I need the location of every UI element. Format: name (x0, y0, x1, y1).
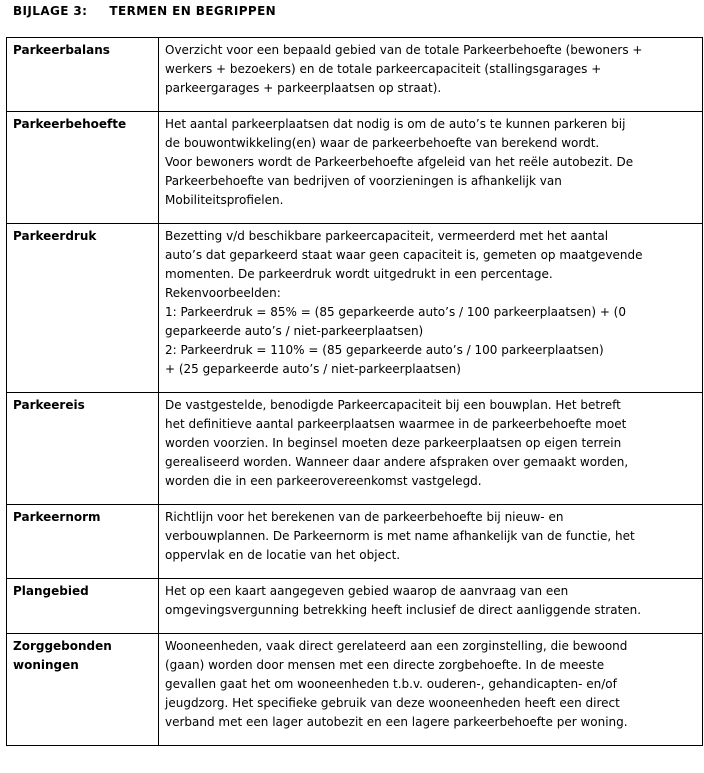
term-label: Parkeereis (13, 398, 85, 412)
term-cell (7, 393, 159, 505)
definition-line: parkeergarages + parkeerplaatsen op straat). (165, 81, 442, 95)
definition-line: Het aantal parkeerplaatsen dat nodig is om de auto’s te kunnen parkeren bij (165, 117, 626, 131)
definition-line: Mobiliteitsprofielen. (165, 193, 284, 207)
term-label: woningen (13, 658, 79, 672)
definition-line: verbouwplannen. De Parkeernorm is met name afhankelijk van de functie, het (165, 529, 635, 543)
table-row (7, 505, 703, 579)
definition-line: Wooneenheden, vaak direct gerelateerd aan een zorginstelling, die bewoond (165, 639, 628, 653)
appendix-title: TERMEN EN BEGRIPPEN (109, 4, 277, 18)
definition-cell (159, 112, 703, 224)
definition-cell (159, 224, 703, 393)
term-cell (7, 579, 159, 634)
definition-line: 1: Parkeerdruk = 85% = (85 geparkeerde auto’s / 100 parkeerplaatsen) + (0 (165, 305, 626, 319)
term-cell (7, 505, 159, 579)
term-label: Parkeernorm (13, 510, 101, 524)
definition-cell (159, 634, 703, 746)
definition-line: momenten. De parkeerdruk wordt uitgedrukt in een percentage. (165, 267, 553, 281)
appendix-label: BIJLAGE 3: (13, 4, 88, 18)
definition-line: auto’s dat geparkeerd staat waar geen capaciteit is, gemeten op maatgevende (165, 248, 643, 262)
definition-line: werkers + bezoekers) en de totale parkeercapaciteit (stallingsgarages + (165, 62, 602, 76)
table-row (7, 38, 703, 112)
definition-line: + (25 geparkeerde auto’s / niet-parkeerplaatsen) (165, 362, 461, 376)
definition-line: Rekenvoorbeelden: (165, 286, 281, 300)
definition-line: Parkeerbehoefte van bedrijven of voorzieningen is afhankelijk van (165, 174, 562, 188)
term-label: Plangebied (13, 584, 89, 598)
table-row (7, 393, 703, 505)
definition-line: Het op een kaart aangegeven gebied waarop de aanvraag van een (165, 584, 569, 598)
term-cell (7, 634, 159, 746)
definition-cell (159, 393, 703, 505)
definition-line: de bouwontwikkeling(en) waar de parkeerbehoefte van berekend wordt. (165, 136, 600, 150)
term-cell (7, 224, 159, 393)
term-cell (7, 38, 159, 112)
table-row (7, 579, 703, 634)
definition-line: geparkeerde auto’s / niet-parkeerplaatsen) (165, 324, 424, 338)
definition-line: gerealiseerd worden. Wanneer daar andere afspraken over gemaakt worden, (165, 455, 629, 469)
definition-cell (159, 38, 703, 112)
table-row (7, 112, 703, 224)
terms-table (6, 37, 703, 746)
definition-line: worden die in een parkeerovereenkomst vastgelegd. (165, 474, 482, 488)
definition-line: 2: Parkeerdruk = 110% = (85 geparkeerde auto’s / 100 parkeerplaatsen) (165, 343, 604, 357)
definition-line: De vastgestelde, benodigde Parkeercapaciteit bij een bouwplan. Het betreft (165, 398, 621, 412)
definition-line: gevallen gaat het om wooneenheden t.b.v. ouderen-, gehandicapten- en/of (165, 677, 617, 691)
term-label: Parkeerbehoefte (13, 117, 127, 131)
term-cell (7, 112, 159, 224)
definition-line: jeugdzorg. Het specifieke gebruik van deze wooneenheden heeft een direct (165, 696, 620, 710)
definition-cell (159, 579, 703, 634)
term-label: Parkeerdruk (13, 229, 97, 243)
definition-cell (159, 505, 703, 579)
definition-line: het definitieve aantal parkeerplaatsen waarmee in de parkeerbehoefte moet (165, 417, 627, 431)
page-heading (13, 4, 276, 18)
definition-line: omgevingsvergunning betrekking heeft inclusief de direct aanliggende straten. (165, 603, 642, 617)
definition-line: oppervlak en de locatie van het object. (165, 548, 401, 562)
definition-line: Overzicht voor een bepaald gebied van de totale Parkeerbehoefte (bewoners + (165, 43, 643, 57)
term-label: Zorggebonden (13, 639, 112, 653)
definition-line: Voor bewoners wordt de Parkeerbehoefte afgeleid van het reële autobezit. De (165, 155, 634, 169)
table-row (7, 634, 703, 746)
definition-line: (gaan) worden door mensen met een directe zorgbehoefte. In de meeste (165, 658, 605, 672)
table-row (7, 224, 703, 393)
definition-line: Richtlijn voor het berekenen van de parkeerbehoefte bij nieuw- en (165, 510, 564, 524)
definition-line: worden voorzien. In beginsel moeten deze parkeerplaatsen op eigen terrein (165, 436, 622, 450)
term-label: Parkeerbalans (13, 43, 110, 57)
definition-line: verband met een lager autobezit en een lagere parkeerbehoefte per woning. (165, 715, 628, 729)
definition-line: Bezetting v/d beschikbare parkeercapaciteit, vermeerderd met het aantal (165, 229, 609, 243)
